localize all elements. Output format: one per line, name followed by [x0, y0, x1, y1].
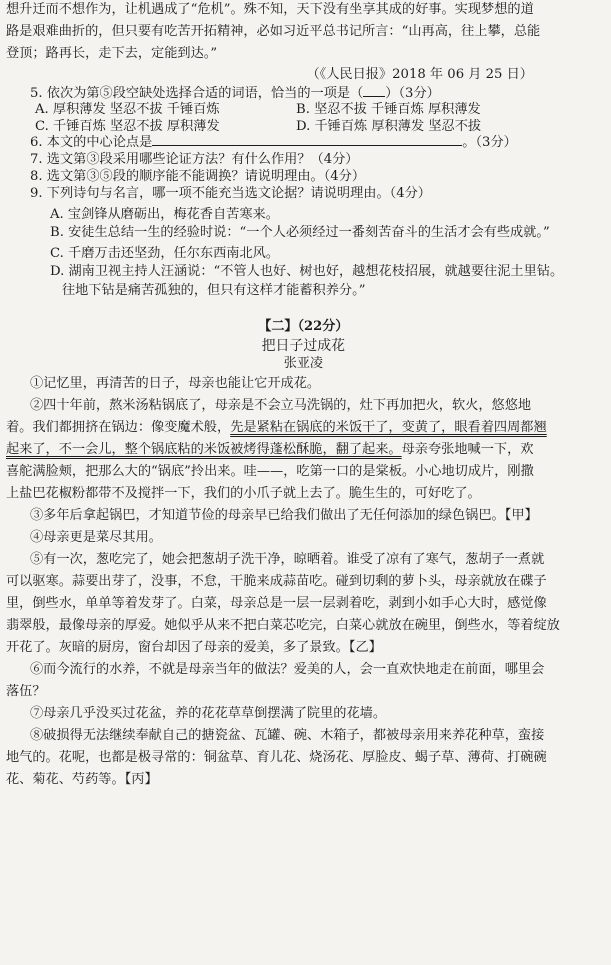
q9-option-d-line-1: D. 湖南卫视主持人汪涵说：“不管人也好、树也好，越想花枝招展，就越要往泥土里钻。 — [50, 264, 564, 279]
q5-option-b: B. 坚忍不拔 千锤百炼 厚积薄发 — [296, 102, 481, 117]
paragraph-8-line-1: ⑧破损得无法继续奉献自己的搪瓷盆、瓦罐、碗、木箱子，都被母亲用来养花种草，蛮接 — [30, 728, 545, 743]
intro-line-2: 路是艰难曲折的，但只要有吃苦开拓精神，必如习近平总书记所言：“山再高，往上攀，总能 — [6, 24, 541, 39]
paragraph-5-line-4: 翡翠般，最像母亲的厚爱。她似乎从来不把白菜芯吃完，白菜心就放在碗里，倒些水，等着绽放 — [6, 618, 560, 633]
q9-option-b: B. 安徒生总结一生的经验时说：“一个人必须经过一番刻苦奋斗的生活才会有些成就。” — [50, 225, 550, 240]
question-5: 5. 依次为第⑤段空缺处选择合适的词语，恰当的一项是（ ）（3分） — [30, 86, 440, 101]
answer-blank-6[interactable] — [152, 145, 462, 146]
paragraph-1: ①记忆里，再清苦的日子，母亲也能让它开成花。 — [30, 376, 321, 391]
article-title: 把日子过成花 — [261, 338, 346, 354]
q5-option-c: C. 千锤百炼 坚忍不拔 厚积薄发 — [35, 119, 220, 134]
intro-line-1: 想升迁而不想作为，让机遇成了“危机”。殊不知，天下没有坐享其成的好事。实现梦想的道 — [6, 2, 534, 17]
paragraph-6-line-2: 落伍？ — [6, 684, 46, 699]
question-6: 6. 本文的中心论点是 。（3分） — [30, 135, 517, 150]
underlined-sentence-cont: 起来了，不一会儿，整个锅底粘的米饭被烤得蓬松酥脆，翻了起来。 — [6, 442, 402, 457]
paragraph-5-line-5: 开花了。灰暗的厨房，窗台却因了母亲的爱美，多了景致。【乙】 — [6, 640, 382, 655]
paragraph-5-line-3: 里，倒些水，单单等着发芽了。白菜，母亲总是一层一层剥着吃，剥到小如手心大时，感觉像 — [6, 596, 547, 611]
underlined-sentence: 先是紧粘在锅底的米饭干了，变黄了，眼看着四周都翘 — [230, 420, 547, 435]
paragraph-8-line-3: 花、菊花、芍药等。【丙】 — [6, 772, 158, 787]
paragraph-2-line-1: ②四十年前，熬米汤粘锅底了，母亲是不会立马洗锅的，灶下再加把火，软火，悠悠地 — [30, 398, 532, 413]
question-9: 9. 下列诗句与名言，哪一项不能充当选文论据？请说明理由。（4分） — [30, 186, 431, 201]
paragraph-2-line-2: 着。我们都拥挤在锅边：像变魔术般，先是紧粘在锅底的米饭干了，变黄了，眼看着四周都翘 — [6, 420, 547, 435]
paragraph-2-line-4: 喜舵满脸颊，把那么大的“锅底”拎出来。哇——，吃第一口的是棠板。小心地切成片，刚撒 — [6, 464, 534, 479]
paragraph-5-line-2: 可以驱寒。蒜要出芽了，没事，不怠，干脆来成蒜苗吃。碰到切剩的萝卜头，母亲就放在碟子 — [6, 574, 547, 589]
q5-option-d: D. 千锤百炼 厚积薄发 坚忍不拔 — [296, 119, 482, 134]
question-7: 7. 选文第③段采用哪些论证方法？有什么作用？（4分） — [30, 152, 359, 167]
q5-option-a: A. 厚积薄发 坚忍不拔 千锤百炼 — [35, 102, 220, 117]
answer-blank-5[interactable] — [363, 96, 385, 97]
paragraph-6-line-1: ⑥而今流行的水养，不就是母亲当年的做法？爱美的人，会一直欢快地走在前面，哪里会 — [30, 662, 545, 677]
paragraph-3: ③多年后拿起锅巴，才知道节俭的母亲早已给我们做出了无任何添加的绿色锅巴。【甲】 — [30, 508, 538, 523]
paragraph-2-line-3: 起来了，不一会儿，整个锅底粘的米饭被烤得蓬松酥脆，翻了起来。母亲夸张地喊一下，欢 — [6, 442, 534, 457]
paragraph-2-line-5: 上盐巴花椒粉都带不及搅拌一下，我们的小爪子就上去了。脆生生的，可好吃了。 — [6, 486, 481, 501]
question-8: 8. 选文第③⑤段的顺序能不能调换？请说明理由。（4分） — [30, 169, 366, 184]
intro-line-3: 登顶；路再长，走下去，定能到达。” — [6, 46, 218, 61]
paragraph-8-line-2: 地气的。花呢，也都是极寻常的：铜盆草、育儿花、烧汤花、厚脸皮、蝎子草、薄荷、打碗碗 — [6, 750, 547, 765]
paragraph-5-line-1: ⑤有一次，葱吃完了，她会把葱胡子洗干净，晾晒着。谁受了凉有了寒气，葱胡子一煮就 — [30, 552, 545, 567]
paragraph-4: ④母亲更是菜尽其用。 — [30, 530, 162, 545]
paragraph-7: ⑦母亲几乎没买过花盆，养的花花草草倒摆满了院里的花墙。 — [30, 706, 387, 721]
article-author: 张亚凌 — [283, 356, 324, 371]
q9-option-c: C. 千磨万击还坚劲，任尔东西南北风。 — [50, 246, 280, 261]
section-label: 【二】（22分） — [258, 319, 349, 334]
q9-option-a: A. 宝剑锋从磨砺出，梅花香自苦寒来。 — [50, 207, 279, 222]
source-citation: （《人民日报》2018 年 06 月 25 日） — [306, 67, 533, 82]
q9-option-d-line-2: 往地下钻是痛苦孤独的，但只有这样才能蓄积养分。” — [62, 283, 366, 298]
